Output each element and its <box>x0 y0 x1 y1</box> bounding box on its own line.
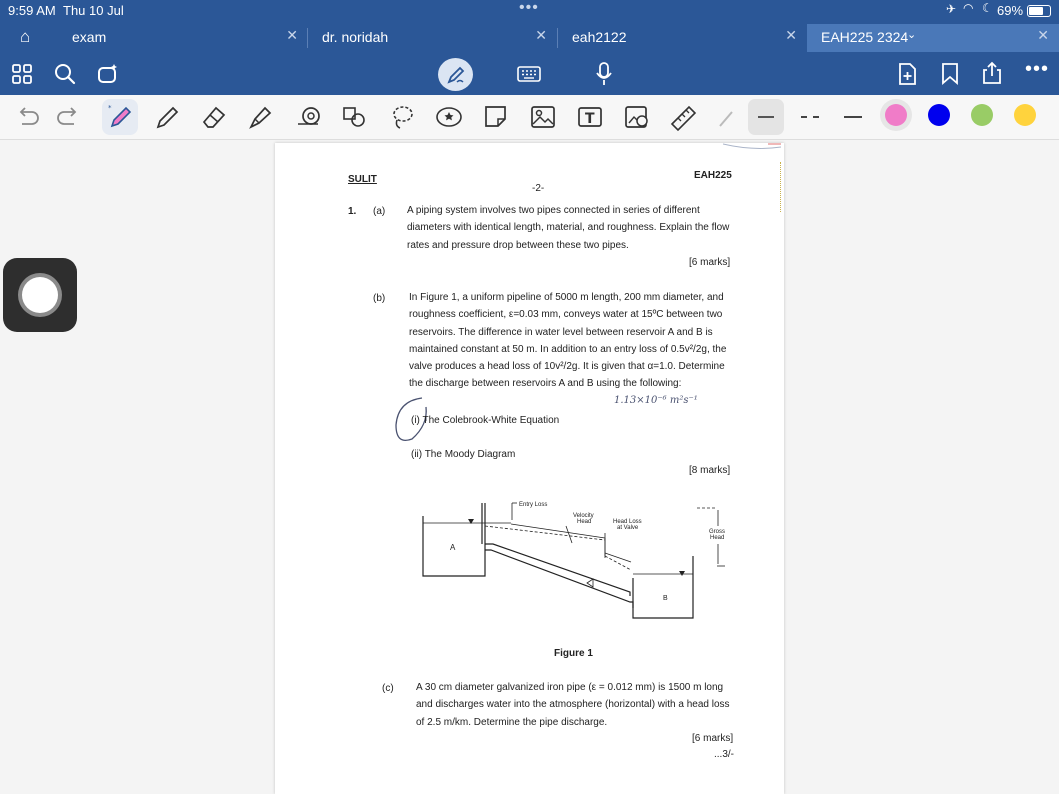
close-tab-icon[interactable]: ✕ <box>286 27 298 43</box>
figure-1-diagram <box>415 498 735 623</box>
status-date: Thu 10 Jul <box>63 3 124 18</box>
gross-head-label-1: Gross <box>709 529 726 535</box>
pen-tool-button[interactable] <box>102 99 138 135</box>
tab-eah225-2324[interactable] <box>807 24 1059 52</box>
document-page[interactable] <box>275 143 784 794</box>
lasso-tool-icon[interactable] <box>387 102 417 132</box>
pen-mode-button[interactable] <box>438 58 473 91</box>
tab-dr-noridah[interactable] <box>308 24 557 52</box>
entry-loss-label: Entry Loss <box>519 502 548 508</box>
stroke-medium[interactable] <box>836 99 872 135</box>
gross-head-label-2: Head <box>710 535 725 541</box>
pencil-icon[interactable] <box>153 102 183 132</box>
camera-capture-icon[interactable] <box>622 102 652 132</box>
head-loss-label-2: at Valve <box>617 525 639 531</box>
part-b-ii: (ii) The Moody Diagram <box>411 449 516 460</box>
head-loss-label-1: Head Loss <box>613 519 642 525</box>
tab-label: dr. noridah <box>322 29 389 45</box>
highlighter-icon[interactable] <box>246 102 276 132</box>
part-a-marks: [6 marks] <box>689 257 731 268</box>
text-line: roughness coefficient, ε=0.03 mm, conveys water at 15ºC between two <box>409 309 723 321</box>
reservoir-a-label: A <box>450 543 456 552</box>
app-chrome <box>0 0 1059 95</box>
microphone-icon[interactable] <box>595 62 613 86</box>
part-a-text <box>407 202 734 254</box>
more-options-icon[interactable]: ••• <box>1025 58 1050 80</box>
pen-tool-icon <box>108 104 134 130</box>
velocity-head-label-2: Head <box>577 519 592 525</box>
question-number: 1. <box>348 206 357 217</box>
svg-text:T: T <box>585 111 595 127</box>
sticky-note-icon[interactable] <box>481 102 511 132</box>
part-c-marks: [6 marks] <box>692 733 734 744</box>
text-line: reservoirs. The difference in water level between reservoir A and B is <box>409 326 713 338</box>
page-corner-mark <box>723 143 784 157</box>
assistive-touch-button[interactable] <box>3 258 77 332</box>
text-line: A 30 cm diameter galvanized iron pipe (ε = 0.012 mm) is 1500 m long <box>416 682 724 693</box>
text-line: maintained constant at 50 m. In addition to an entry loss of 0.5v²/2g, the <box>409 343 727 355</box>
velocity-head-label-1: Velocity <box>573 513 594 519</box>
search-icon[interactable] <box>54 63 76 85</box>
text-line: rates and pressure drop between these two pipes. <box>407 239 629 251</box>
shape-tool-icon[interactable] <box>294 102 324 132</box>
airplane-icon: ✈ <box>946 2 957 16</box>
stroke-dashed[interactable] <box>798 99 834 135</box>
tab-label: eah2122 <box>572 29 627 45</box>
add-page-icon[interactable] <box>896 62 918 86</box>
text-line: In Figure 1, a uniform pipeline of 5000 m length, 200 mm diameter, and <box>409 292 724 303</box>
header-course-code: EAH225 <box>694 170 732 181</box>
text-line: of 2.5 m/km. Determine the pipe discharge. <box>416 716 608 728</box>
wifi-icon: ◠ <box>963 1 974 15</box>
tab-label: exam <box>72 29 107 45</box>
part-b-i: (i) The Colebrook-White Equation <box>411 415 560 426</box>
tab-label: EAH225 2324 <box>821 29 909 45</box>
close-tab-icon[interactable]: ✕ <box>535 27 547 43</box>
chevron-down-icon[interactable]: ⌄ <box>907 29 917 41</box>
color-pink[interactable] <box>885 104 907 126</box>
part-b-text <box>409 289 734 393</box>
header-sulit: SULIT <box>348 174 377 185</box>
share-icon[interactable] <box>981 61 1003 85</box>
tab-exam[interactable] <box>58 24 308 52</box>
text-line: diameters with identical length, material, and roughness. Explain the flow <box>407 222 730 234</box>
text-line: and discharges water into the atmosphere (horizontal) with a head loss <box>416 699 730 711</box>
moon-icon: ☾ <box>982 1 993 15</box>
part-b-marks: [8 marks] <box>689 465 731 476</box>
battery-percent: 69% <box>997 3 1024 18</box>
page-margin-mark <box>780 162 783 212</box>
text-line: the discharge between reservoirs A and B using the following: <box>409 378 682 390</box>
pen-holder-icon[interactable] <box>716 102 746 132</box>
keyboard-icon[interactable] <box>517 66 541 82</box>
undo-icon[interactable] <box>12 102 42 132</box>
ruler-icon[interactable] <box>669 102 699 132</box>
svg-text:*: * <box>108 104 112 112</box>
text-line: valve produces a head loss of 10v²/2g. It is given that α=1.0. Determine <box>409 361 725 373</box>
image-icon[interactable] <box>528 102 558 132</box>
part-b-label: (b) <box>373 293 386 304</box>
color-blue[interactable] <box>928 104 950 126</box>
tab-eah2122[interactable] <box>558 24 807 52</box>
redo-icon[interactable] <box>54 102 84 132</box>
eraser-icon[interactable] <box>199 102 229 132</box>
grid-view-icon[interactable] <box>12 64 32 84</box>
pen-mode-icon <box>446 65 466 85</box>
stroke-thin-selected[interactable] <box>748 99 784 135</box>
reservoir-b-label: B <box>663 595 668 602</box>
status-time: 9:59 AM <box>8 3 56 18</box>
lasso-select-icon[interactable] <box>96 62 120 86</box>
bookmark-icon[interactable] <box>941 63 959 85</box>
multitask-dots-icon[interactable]: ••• <box>519 0 539 16</box>
continued-marker: ...3/- <box>714 749 735 760</box>
part-c-label: (c) <box>382 683 394 694</box>
figure-caption: Figure 1 <box>554 648 593 659</box>
page-number: -2- <box>532 183 545 194</box>
color-yellow[interactable] <box>1014 104 1036 126</box>
color-green[interactable] <box>971 104 993 126</box>
text-box-icon[interactable] <box>575 102 605 132</box>
pipe-upper <box>485 544 630 596</box>
handwritten-viscosity-note: 1.13×10⁻⁶ m²s⁻¹ <box>614 395 698 406</box>
text-line: A piping system involves two pipes connected in series of different <box>407 205 700 216</box>
part-a-label: (a) <box>373 206 386 217</box>
close-tab-icon[interactable]: ✕ <box>1037 27 1049 43</box>
element-tool-icon[interactable] <box>340 102 370 132</box>
battery-icon <box>1027 5 1051 17</box>
reservoir-b-outline <box>633 556 693 618</box>
close-tab-icon[interactable]: ✕ <box>785 27 797 43</box>
home-icon[interactable]: ⌂ <box>20 27 31 46</box>
part-c-text <box>416 679 734 731</box>
sticker-icon[interactable] <box>434 102 464 132</box>
